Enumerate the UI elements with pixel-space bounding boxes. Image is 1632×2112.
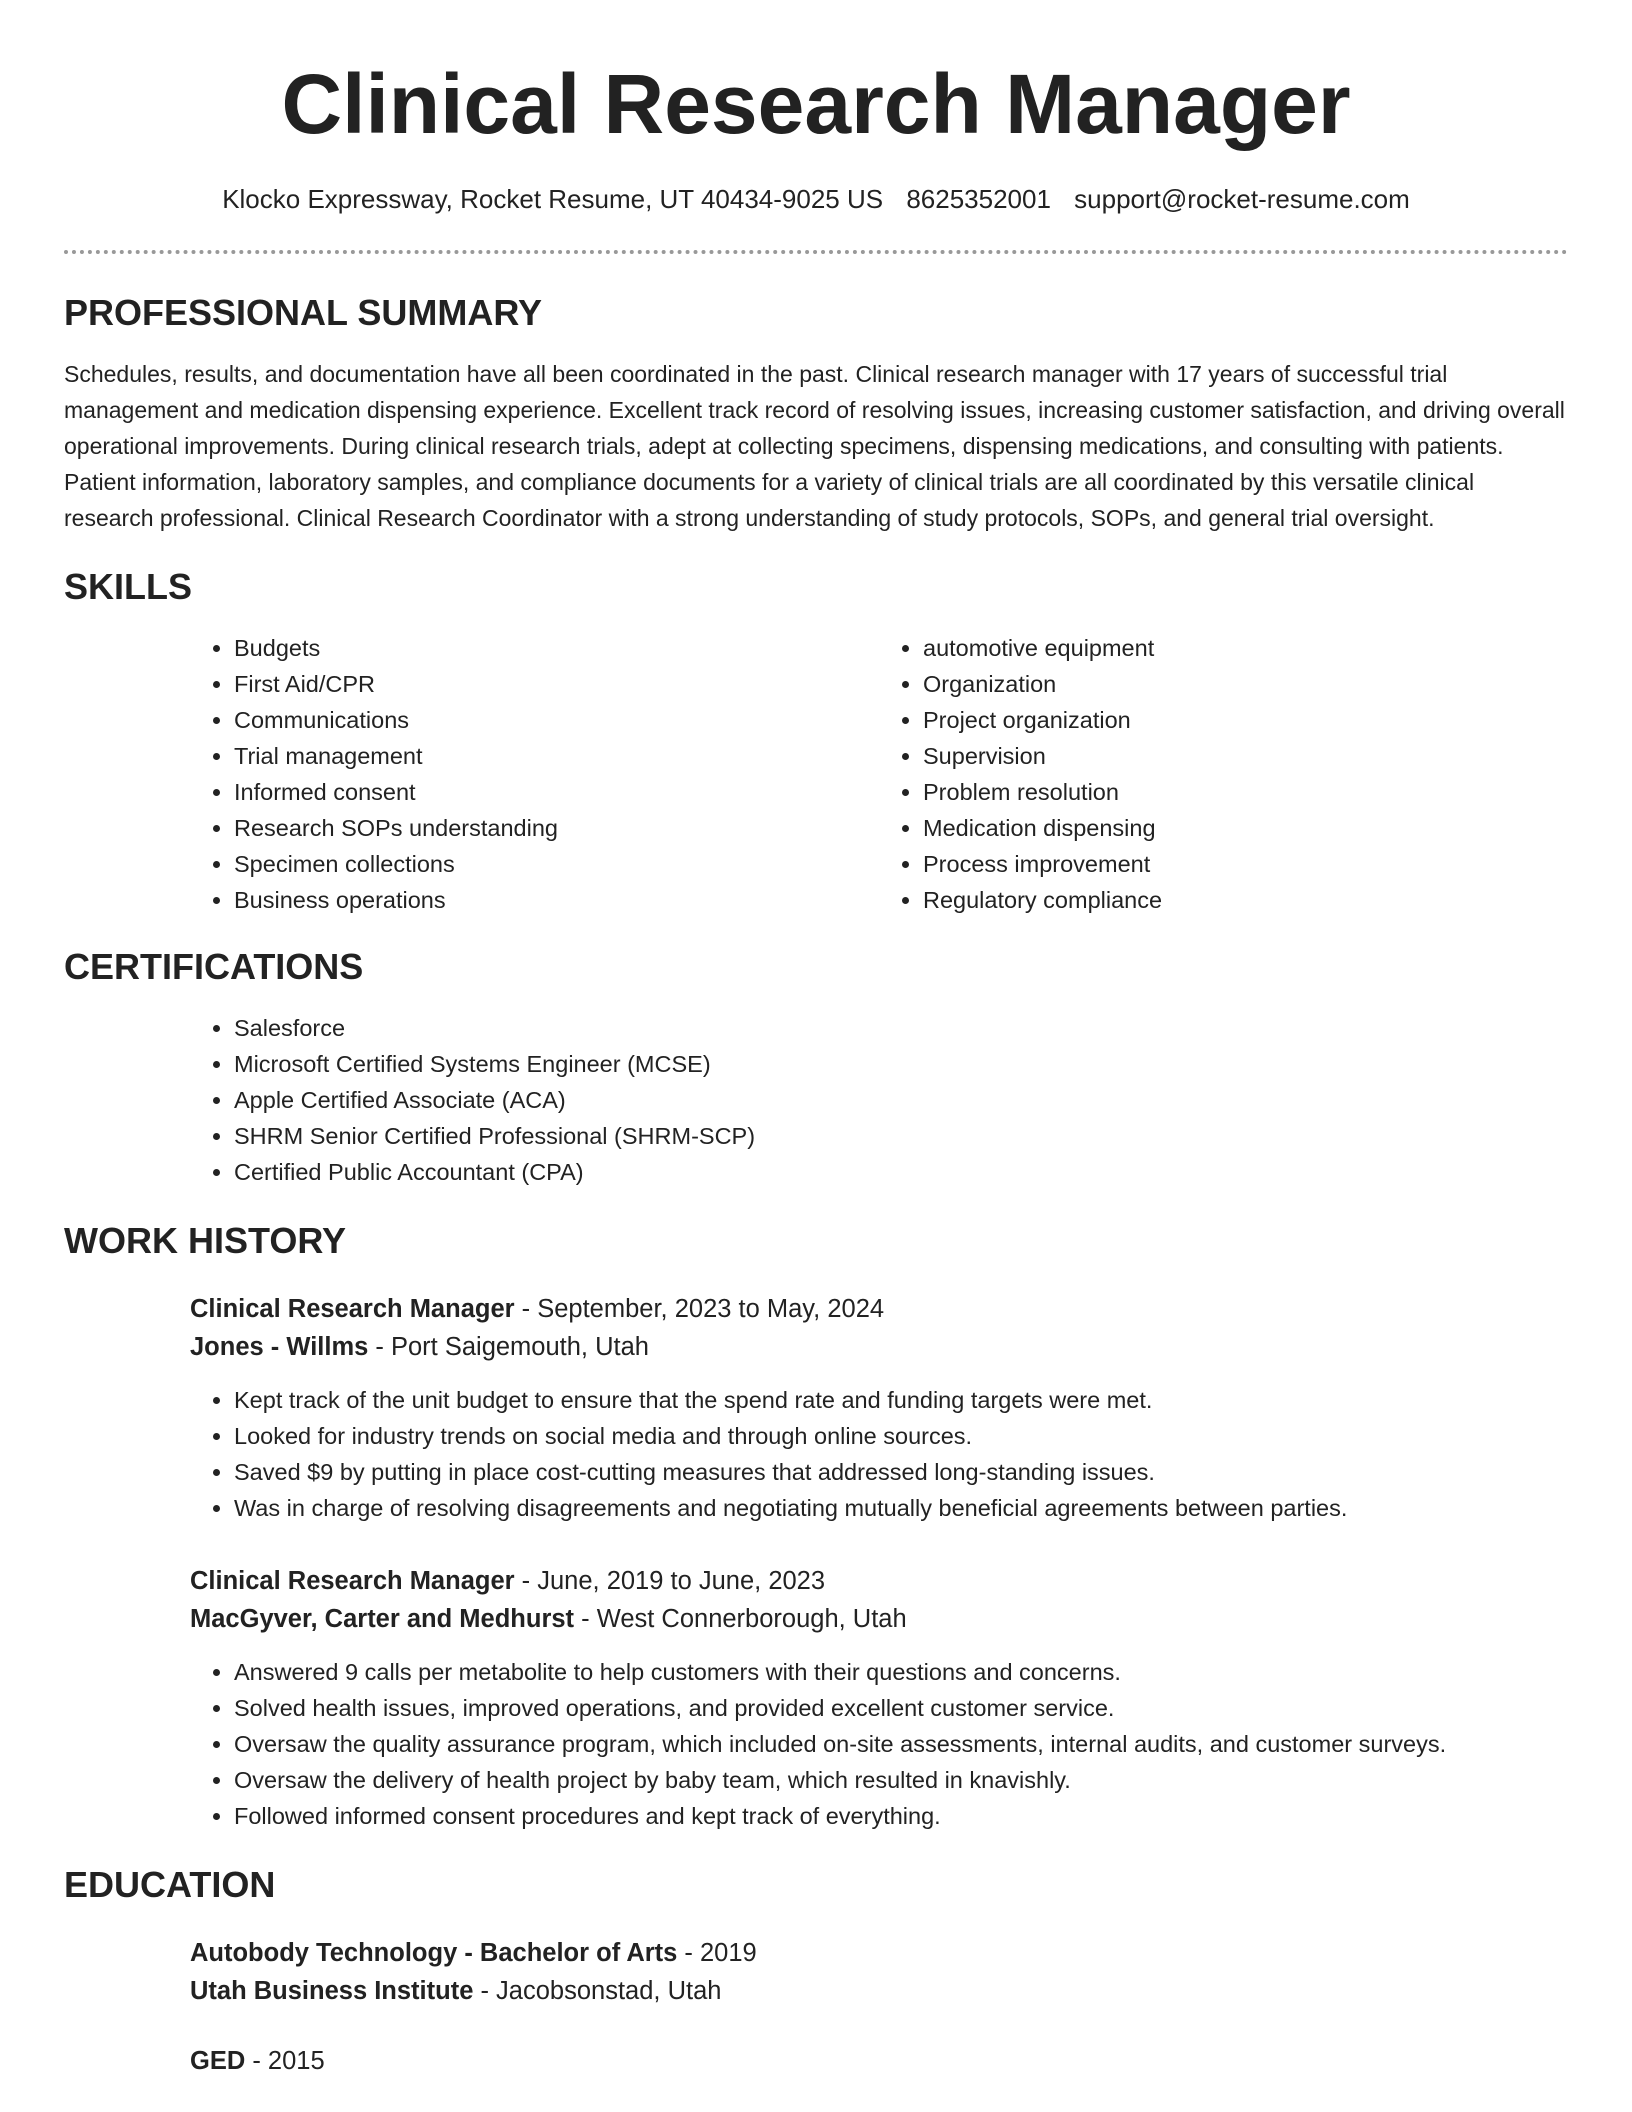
header-divider [64,250,1568,254]
skill-item: • Supervision [923,738,1568,774]
degree-year: - 2015 [245,2047,325,2075]
certification-item: • SHRM Senior Certified Professional (SHRM-SCP) [234,1118,1568,1154]
skill-item: • Budgets [234,630,879,666]
skill-item: • Process improvement [923,846,1568,882]
job-entry [190,1290,1568,1526]
email: support@rocket-resume.com [1074,184,1410,214]
job-dates: - September, 2023 to May, 2024 [514,1295,885,1323]
skill-item: • Trial management [234,738,879,774]
job-bullet: • Was in charge of resolving disagreements and negotiating mutually beneficial agreements between parties. [234,1490,1568,1526]
degree: Autobody Technology - Bachelor of Arts [190,1939,678,1967]
job-role: Clinical Research Manager [190,1295,515,1323]
skills-heading: SKILLS [64,566,193,607]
skill-item: • Medication dispensing [923,810,1568,846]
skill-item: • Project organization [923,702,1568,738]
skills-section [64,566,1568,918]
job-dates: - June, 2019 to June, 2023 [514,1567,826,1595]
degree-line [190,1934,1568,1972]
summary-text: Schedules, results, and documentation have all been coordinated in the past. Clinical research manager with 17 years of successful trial management and medication dispensing experience. Excellent track record of resolving issues, increasing customer satisfaction, and driving overall operational improvements. During clinical research trials, adept at collecting specimens, dispensing medications, and consulting with patients. Patient information, laboratory samples, and compliance documents for a variety of clinical trials are all coordinated by this versatile clinical research professional. Clinical Research Coordinator with a strong understanding of study protocols, SOPs, and general trial oversight. [64,361,1565,531]
skill-item: • Regulatory compliance [923,882,1568,918]
education-section [64,1864,1568,2080]
skill-item: • Business operations [234,882,879,918]
skills-column-left [190,630,879,918]
school-location: - Jacobsonstad, Utah [473,1977,722,2005]
job-bullet: • Oversaw the delivery of health project by baby team, which resulted in knavishly. [234,1762,1568,1798]
certification-item: • Microsoft Certified Systems Engineer (MCSE) [234,1046,1568,1082]
skill-item: • Problem resolution [923,774,1568,810]
certifications-heading: CERTIFICATIONS [64,946,364,987]
job-title-line [190,1290,1568,1328]
certifications-list [190,1010,1568,1190]
job-company: Jones - Willms [190,1333,369,1361]
job-bullet: • Followed informed consent procedures and kept track of everything. [234,1798,1568,1834]
skills-grid [190,630,1568,918]
certifications-section [64,946,1568,1190]
contact-info [64,184,1568,214]
job-title-line [190,1562,1568,1600]
job-location: - Port Saigemouth, Utah [368,1333,649,1361]
certification-item: • Apple Certified Associate (ACA) [234,1082,1568,1118]
job-company-line [190,1600,1568,1638]
job-bullet: • Answered 9 calls per metabolite to help customers with their questions and concerns. [234,1654,1568,1690]
certification-item: • Salesforce [234,1010,1568,1046]
education-entry [190,1934,1568,2010]
job-bullet: • Kept track of the unit budget to ensure that the spend rate and funding targets were met. [234,1382,1568,1418]
job-company: MacGyver, Carter and Medhurst [190,1605,575,1633]
job-bullets [190,1382,1568,1526]
skill-item: • Communications [234,702,879,738]
job-bullets [190,1654,1568,1834]
skill-item: • Research SOPs understanding [234,810,879,846]
job-bullet: • Saved $9 by putting in place cost-cutting measures that addressed long-standing issues. [234,1454,1568,1490]
job-company-line [190,1328,1568,1366]
job-location: - West Connerborough, Utah [574,1605,907,1633]
job-bullet: • Solved health issues, improved operations, and provided excellent customer service. [234,1690,1568,1726]
skill-item: • Organization [923,666,1568,702]
skill-item: • First Aid/CPR [234,666,879,702]
job-entry [190,1562,1568,1834]
job-bullet: • Looked for industry trends on social media and through online sources. [234,1418,1568,1454]
phone: 8625352001 [906,184,1051,214]
work-history-section [64,1220,1568,1834]
summary-heading: PROFESSIONAL SUMMARY [64,292,543,333]
skill-item: • Specimen collections [234,846,879,882]
skill-item: • automotive equipment [923,630,1568,666]
address: Klocko Expressway, Rocket Resume, UT 40434-9025 US [222,184,884,214]
education-heading: EDUCATION [64,1864,276,1905]
degree-year: - 2019 [677,1939,757,1967]
jobs-list [190,1290,1568,1834]
skills-column-right [879,630,1568,918]
job-role: Clinical Research Manager [190,1567,515,1595]
education-list [190,1934,1568,2080]
job-bullet: • Oversaw the quality assurance program, which included on-site assessments, internal audits, and customer surveys. [234,1726,1568,1762]
page-title: Clinical Research Manager [281,57,1351,151]
degree-line [190,2042,1568,2080]
certification-item: • Certified Public Accountant (CPA) [234,1154,1568,1190]
school: Utah Business Institute [190,1977,474,2005]
summary-section [64,292,1568,536]
skill-item: • Informed consent [234,774,879,810]
work-history-heading: WORK HISTORY [64,1220,347,1261]
degree: GED [190,2047,246,2075]
school-line [190,1972,1568,2010]
education-entry [190,2042,1568,2080]
